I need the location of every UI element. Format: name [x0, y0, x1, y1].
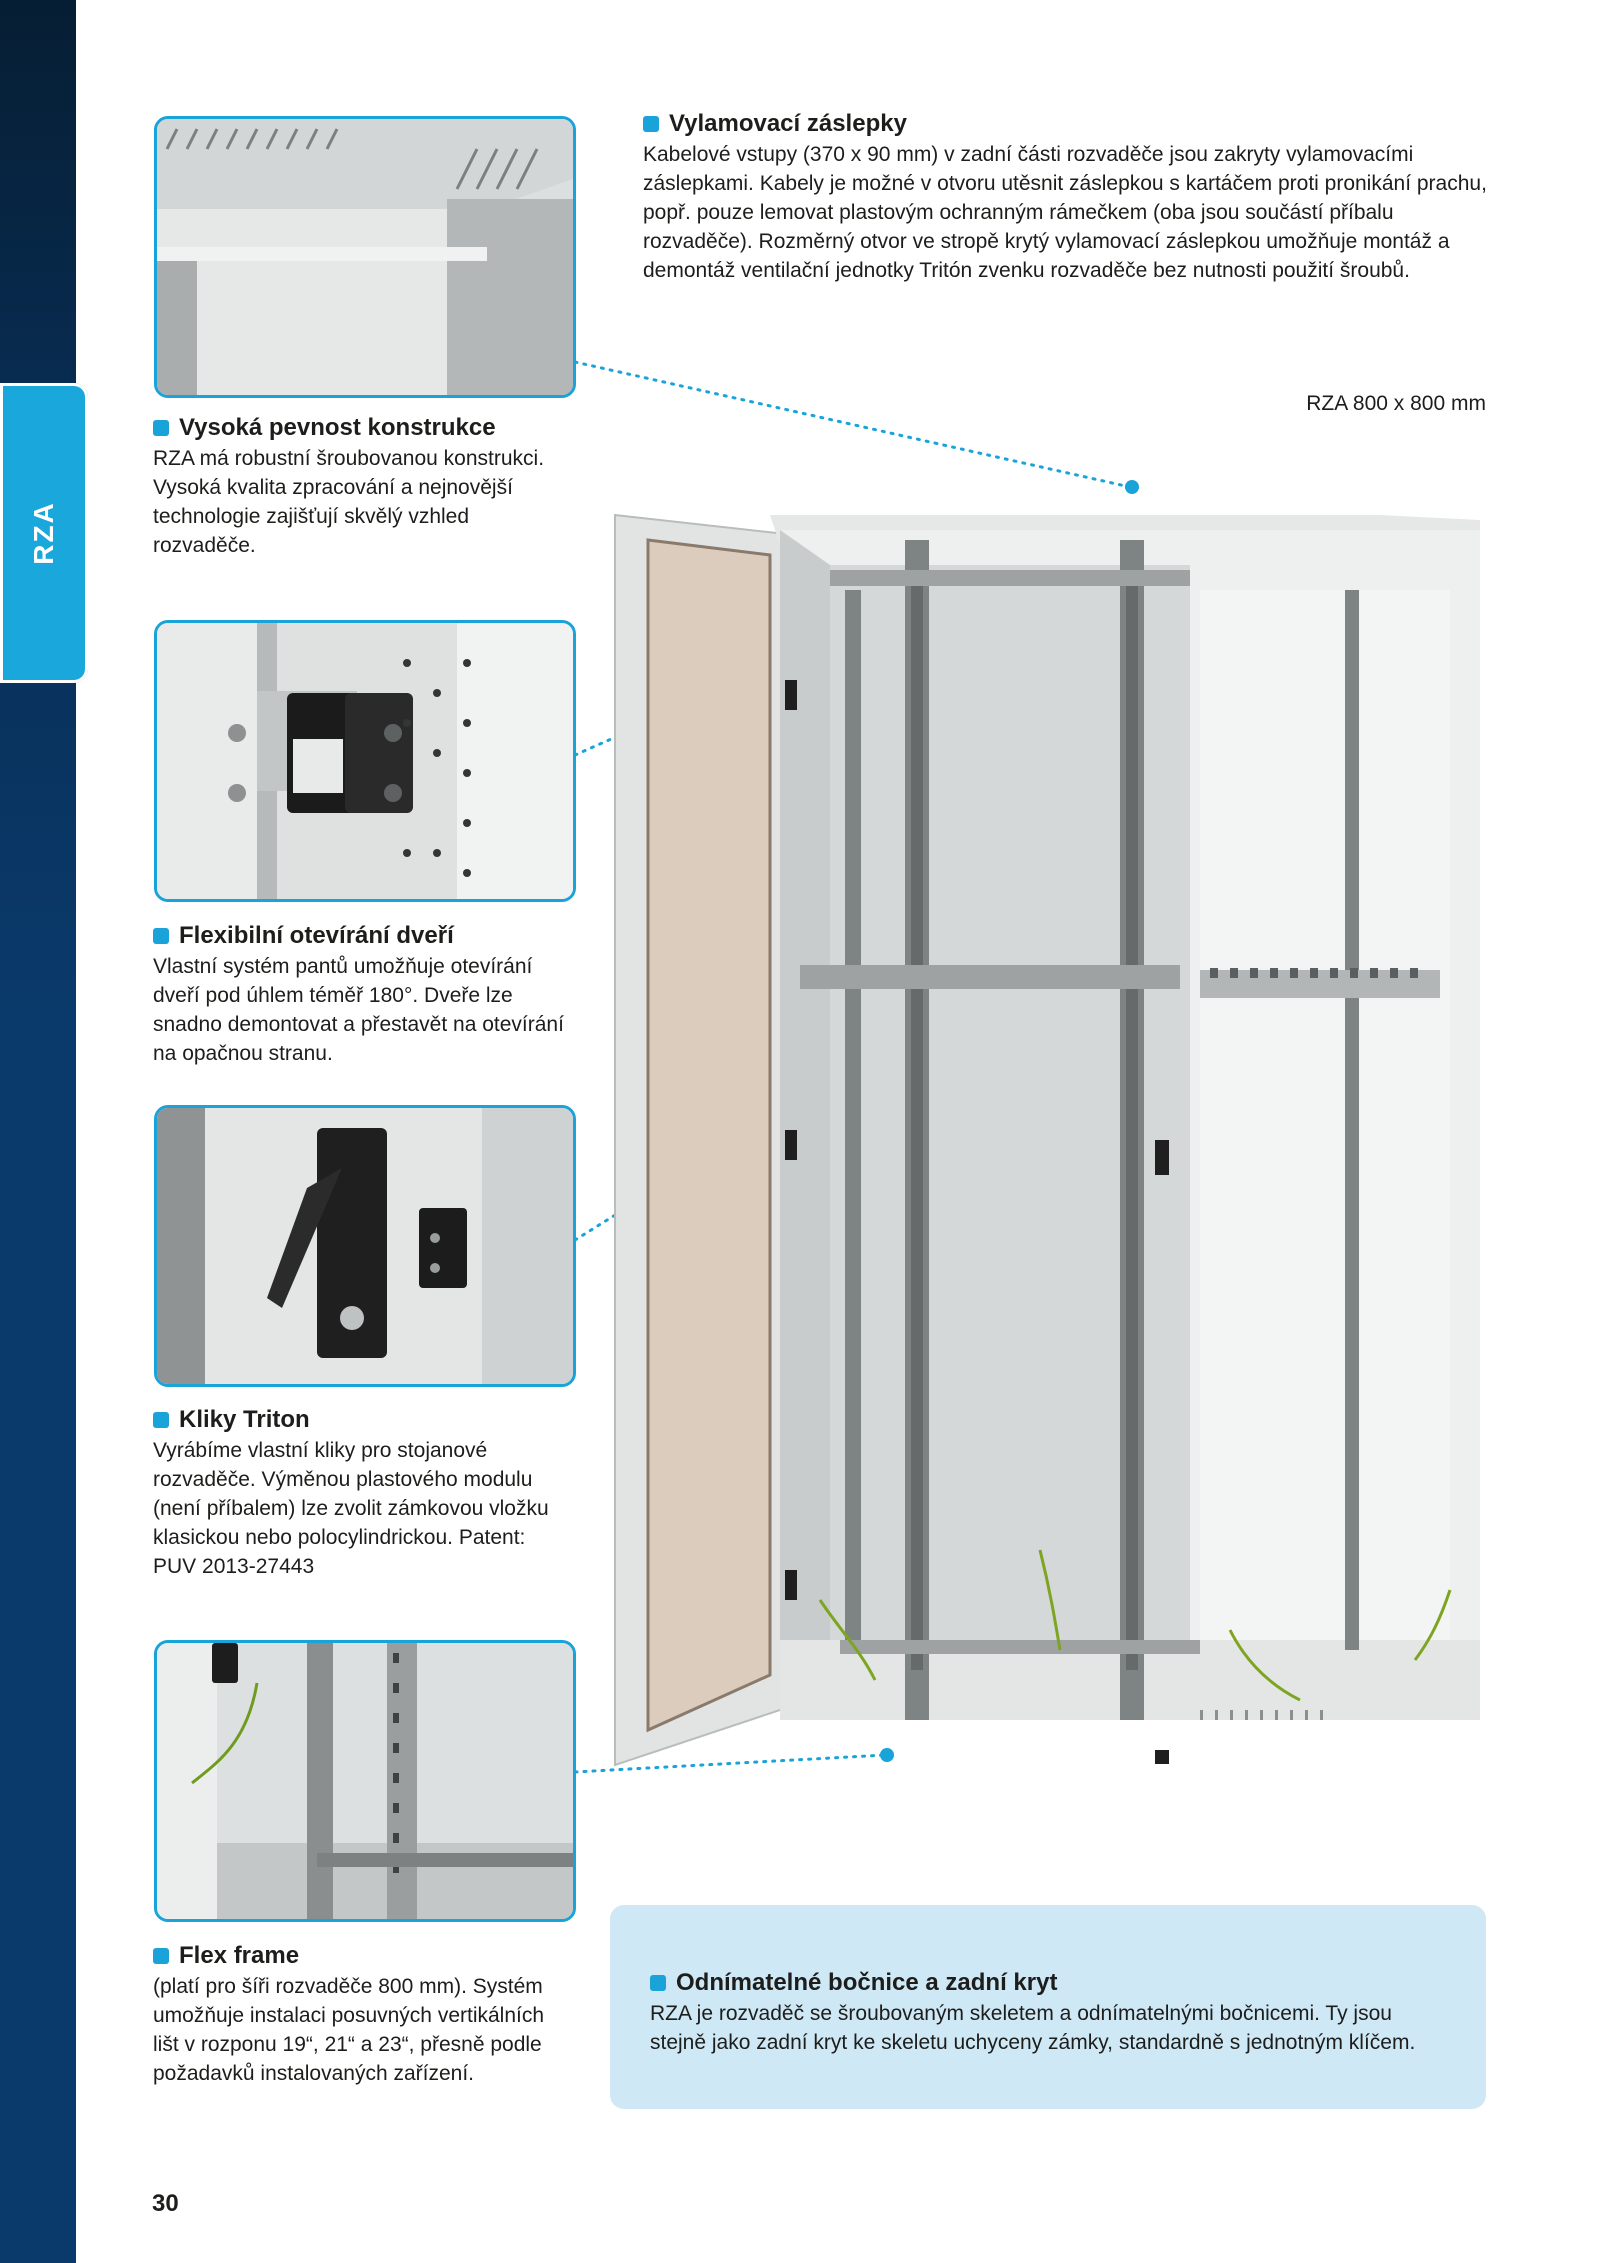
- door-title: Flexibilní otevírání dveří: [179, 922, 454, 949]
- knockout-photo: [154, 116, 576, 398]
- knockouts-text: Kabelové vstupy (370 x 90 mm) v zadní části rozvaděče jsou zakryty vylamovacími záslepkami. Kabely je možné v otvoru utěsnit záslepkou s kartáčem proti pronikání prachu, popř. pouze lemovat plastovým ochranným rámečkem (oba jsou součástí příbalu rozvaděče). Rozměrný otvor ve stropě krytý vylamovací záslepkou umožňuje montáž a demontáž ventilační jednotky Tritón zvenku rozvaděče bez nutnosti použití šroubů.: [643, 143, 1487, 282]
- strength-text: RZA má robustní šroubovanou konstrukci. Vysoká kvalita zpracování a nejnovější technologie zajišťují skvělý vzhled rozvaděče.: [153, 447, 545, 557]
- bullet-icon: [153, 1412, 169, 1428]
- bullet-icon: [643, 116, 659, 132]
- bullet-icon: [153, 1948, 169, 1964]
- flexframe-title: Flex frame: [179, 1942, 300, 1969]
- door-section: [153, 922, 573, 1068]
- strength-section: [153, 414, 573, 560]
- sides-text: RZA je rozvaděč se šroubovaným skeletem a odnímatelnými bočnicemi. Ty jsou stejně jako zadní kryt ke skeletu uchyceny zámky, standardně s jednotným klíčem.: [650, 2002, 1416, 2054]
- cabinet-caption: RZA 800 x 800 mm: [1306, 392, 1486, 415]
- handles-section: [153, 1406, 573, 1581]
- knockouts-title: Vylamovací záslepky: [669, 110, 907, 137]
- bullet-icon: [153, 420, 169, 436]
- flexframe-section: [153, 1942, 573, 2088]
- handle-photo: [154, 1105, 576, 1387]
- flexframe-photo: [154, 1640, 576, 1922]
- hinge-photo: [154, 620, 576, 902]
- page-number: 30: [152, 2190, 179, 2217]
- knockouts-section: [643, 110, 1493, 285]
- strength-title: Vysoká pevnost konstrukce: [179, 414, 496, 441]
- flexframe-text: (platí pro šíři rozvaděče 800 mm). Systém umožňuje instalaci posuvných vertikálních lišt v rozponu 19“, 21“ a 23“, přesně podle požadavků instalovaných zařízení.: [153, 1975, 545, 2085]
- info-box: [610, 1905, 1486, 2109]
- door-text: Vlastní systém pantů umožňuje otevírání dveří pod úhlem téměř 180°. Dveře lze snadno demontovat a přestavět na otevírání na opačnou stranu.: [153, 955, 564, 1065]
- handles-title: Kliky Triton: [179, 1406, 310, 1433]
- bullet-icon: [650, 1975, 666, 1991]
- sides-title: Odnímatelné bočnice a zadní kryt: [676, 1969, 1058, 1996]
- bullet-icon: [153, 928, 169, 944]
- cabinet-illustration: [600, 490, 1500, 1790]
- section-tab-rza[interactable]: RZA: [0, 383, 88, 683]
- handles-text: Vyrábíme vlastní kliky pro stojanové rozvaděče. Výměnou plastového modulu (není příbalem) lze zvolit zámkovou vložku klasickou nebo polocylindrickou. Patent: PUV 2013-27443: [153, 1439, 549, 1578]
